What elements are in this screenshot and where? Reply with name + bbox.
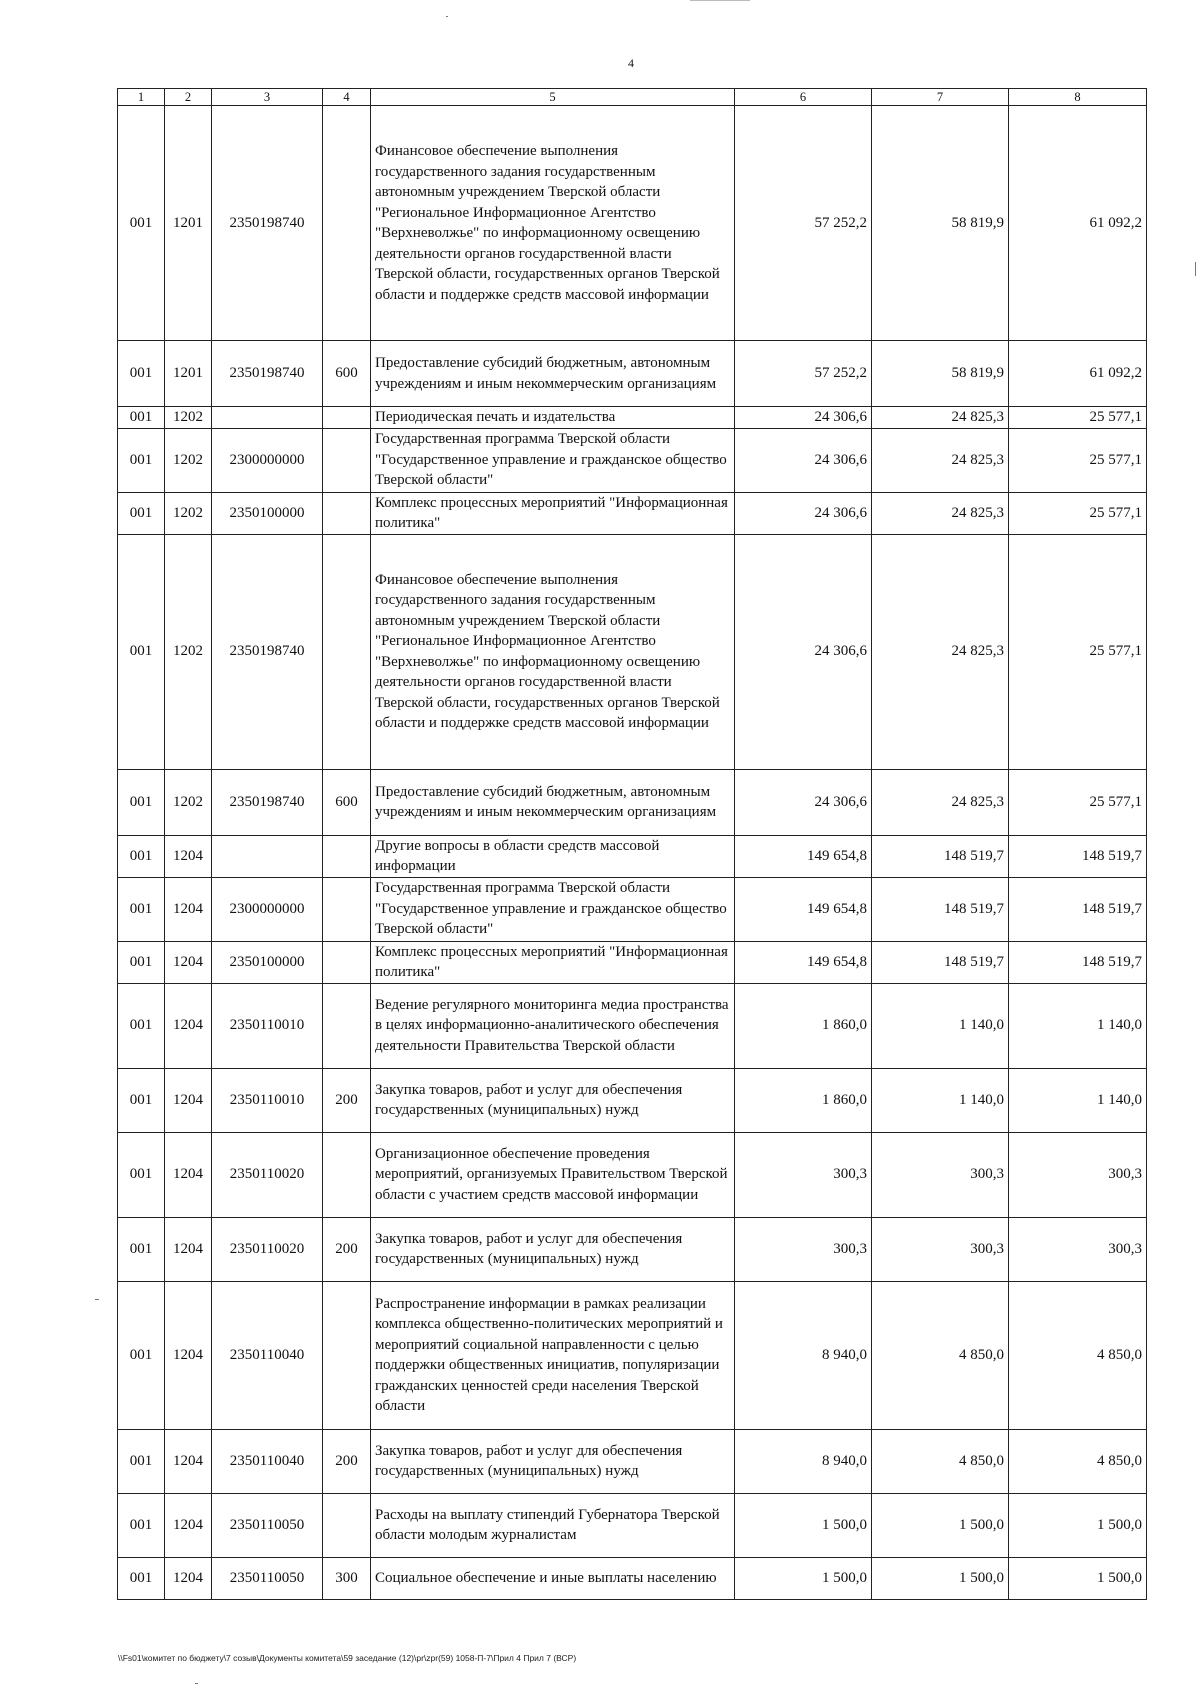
cell-value-6: 57 252,2 [735, 106, 872, 341]
column-header: 2 [165, 89, 212, 106]
cell-value-7: 1 500,0 [872, 1557, 1009, 1599]
cell-value-7: 300,3 [872, 1217, 1009, 1281]
cell-expense-type: 600 [323, 341, 371, 407]
cell-ministry: 001 [118, 534, 165, 769]
cell-name: Финансовое обеспечение выполнения государственного задания государственным автономным учреждением Тверской области "Региональное Информационное Агентство "Верхневолжье" по информационному освещению деятельности органов государственной власти Тверской области, государственных органов Тверской области и поддержке средств массовой информации [371, 534, 735, 769]
table-row [118, 428, 1147, 492]
cell-name: Другие вопросы в области средств массовой информации [371, 835, 735, 877]
cell-ministry: 001 [118, 983, 165, 1068]
cell-section: 1204 [165, 1281, 212, 1429]
cell-value-8: 1 500,0 [1009, 1493, 1147, 1557]
cell-name: Финансовое обеспечение выполнения государственного задания государственным автономным учреждением Тверской области "Региональное Информационное Агентство "Верхневолжье" по информационному освещению деятельности органов государственной власти Тверской области, государственных органов Тверской области и поддержке средств массовой информации [371, 106, 735, 341]
table-row [118, 534, 1147, 769]
cell-ministry: 001 [118, 835, 165, 877]
cell-section: 1202 [165, 428, 212, 492]
cell-section: 1202 [165, 492, 212, 534]
cell-name: Государственная программа Тверской области "Государственное управление и гражданское общество Тверской области" [371, 428, 735, 492]
cell-value-7: 58 819,9 [872, 341, 1009, 407]
table-row [118, 1281, 1147, 1429]
page-number: 4 [628, 56, 634, 70]
cell-target-article: 2350110050 [212, 1557, 323, 1599]
cell-value-8: 25 577,1 [1009, 769, 1147, 835]
cell-expense-type [323, 941, 371, 983]
cell-value-8: 61 092,2 [1009, 341, 1147, 407]
cell-value-8: 300,3 [1009, 1132, 1147, 1217]
cell-ministry: 001 [118, 407, 165, 429]
cell-section: 1204 [165, 1132, 212, 1217]
cell-expense-type [323, 407, 371, 429]
cell-value-8: 300,3 [1009, 1217, 1147, 1281]
cell-section: 1202 [165, 534, 212, 769]
cell-target-article: 2350110010 [212, 1068, 323, 1132]
cell-name: Предоставление субсидий бюджетным, автономным учреждениям и иным некоммерческим организациям [371, 341, 735, 407]
cell-value-6: 1 500,0 [735, 1557, 872, 1599]
cell-value-7: 148 519,7 [872, 941, 1009, 983]
cell-expense-type: 600 [323, 769, 371, 835]
cell-value-6: 8 940,0 [735, 1429, 872, 1493]
scan-speck [95, 1299, 99, 1300]
cell-value-6: 1 860,0 [735, 983, 872, 1068]
cell-value-6: 24 306,6 [735, 769, 872, 835]
cell-ministry: 001 [118, 877, 165, 941]
cell-expense-type: 200 [323, 1217, 371, 1281]
cell-expense-type [323, 1281, 371, 1429]
cell-expense-type: 200 [323, 1429, 371, 1493]
cell-value-7: 1 500,0 [872, 1493, 1009, 1557]
cell-expense-type [323, 492, 371, 534]
table-row [118, 106, 1147, 341]
cell-name: Закупка товаров, работ и услуг для обеспечения государственных (муниципальных) нужд [371, 1217, 735, 1281]
table-row [118, 835, 1147, 877]
table-row [118, 983, 1147, 1068]
cell-value-8: 148 519,7 [1009, 941, 1147, 983]
cell-ministry: 001 [118, 1493, 165, 1557]
scan-speck [195, 1683, 198, 1684]
table-row [118, 941, 1147, 983]
cell-section: 1204 [165, 1429, 212, 1493]
cell-target-article: 2350198740 [212, 769, 323, 835]
cell-value-6: 300,3 [735, 1217, 872, 1281]
cell-section: 1204 [165, 1068, 212, 1132]
column-header: 3 [212, 89, 323, 106]
cell-target-article: 2350110020 [212, 1132, 323, 1217]
cell-target-article: 2350198740 [212, 106, 323, 341]
cell-value-8: 25 577,1 [1009, 407, 1147, 429]
cell-value-7: 300,3 [872, 1132, 1009, 1217]
cell-value-7: 58 819,9 [872, 106, 1009, 341]
cell-expense-type [323, 1493, 371, 1557]
cell-value-8: 61 092,2 [1009, 106, 1147, 341]
cell-target-article: 2350198740 [212, 341, 323, 407]
cell-value-7: 24 825,3 [872, 534, 1009, 769]
cell-section: 1201 [165, 341, 212, 407]
cell-expense-type [323, 983, 371, 1068]
cell-value-6: 149 654,8 [735, 941, 872, 983]
table-row [118, 1493, 1147, 1557]
cell-target-article: 2350110020 [212, 1217, 323, 1281]
cell-target-article: 2350110010 [212, 983, 323, 1068]
cell-value-6: 24 306,6 [735, 428, 872, 492]
cell-value-7: 24 825,3 [872, 407, 1009, 429]
scan-speck [690, 0, 750, 1]
table-row [118, 341, 1147, 407]
budget-table [117, 88, 1147, 1600]
cell-expense-type [323, 1132, 371, 1217]
cell-name: Периодическая печать и издательства [371, 407, 735, 429]
cell-name: Организационное обеспечение проведения мероприятий, организуемых Правительством Тверской области с участием средств массовой информации [371, 1132, 735, 1217]
cell-value-6: 8 940,0 [735, 1281, 872, 1429]
cell-expense-type [323, 428, 371, 492]
cell-target-article: 2350100000 [212, 941, 323, 983]
cell-value-7: 1 140,0 [872, 983, 1009, 1068]
table-row [118, 407, 1147, 429]
cell-value-7: 4 850,0 [872, 1281, 1009, 1429]
cell-value-6: 24 306,6 [735, 534, 872, 769]
table-row [118, 769, 1147, 835]
cell-ministry: 001 [118, 1068, 165, 1132]
cell-name: Комплекс процессных мероприятий "Информационная политика" [371, 941, 735, 983]
cell-name: Распространение информации в рамках реализации комплекса общественно-политических мероприятий и мероприятий социальной направленности с целью поддержки общественных инициатив, популяризации гражданских ценностей среди населения Тверской области [371, 1281, 735, 1429]
cell-ministry: 001 [118, 1217, 165, 1281]
cell-value-8: 1 140,0 [1009, 1068, 1147, 1132]
cell-value-6: 24 306,6 [735, 492, 872, 534]
cell-section: 1204 [165, 877, 212, 941]
cell-name: Социальное обеспечение и иные выплаты населению [371, 1557, 735, 1599]
cell-section: 1204 [165, 1493, 212, 1557]
cell-expense-type [323, 877, 371, 941]
cell-name: Государственная программа Тверской области "Государственное управление и гражданское общество Тверской области" [371, 877, 735, 941]
header-row [118, 89, 1147, 106]
cell-target-article: 2350198740 [212, 534, 323, 769]
cell-section: 1204 [165, 1217, 212, 1281]
cell-value-8: 4 850,0 [1009, 1281, 1147, 1429]
table-row [118, 877, 1147, 941]
cell-ministry: 001 [118, 1132, 165, 1217]
cell-target-article: 2350110050 [212, 1493, 323, 1557]
cell-value-8: 1 500,0 [1009, 1557, 1147, 1599]
column-header: 1 [118, 89, 165, 106]
cell-ministry: 001 [118, 106, 165, 341]
cell-value-7: 148 519,7 [872, 835, 1009, 877]
cell-section: 1204 [165, 941, 212, 983]
cell-expense-type: 300 [323, 1557, 371, 1599]
cell-section: 1201 [165, 106, 212, 341]
cell-name: Закупка товаров, работ и услуг для обеспечения государственных (муниципальных) нужд [371, 1429, 735, 1493]
column-header: 5 [371, 89, 735, 106]
cell-value-6: 1 500,0 [735, 1493, 872, 1557]
cell-value-7: 24 825,3 [872, 769, 1009, 835]
column-header: 6 [735, 89, 872, 106]
cell-ministry: 001 [118, 941, 165, 983]
cell-value-8: 25 577,1 [1009, 492, 1147, 534]
cell-expense-type [323, 106, 371, 341]
cell-value-7: 148 519,7 [872, 877, 1009, 941]
cell-value-8: 25 577,1 [1009, 534, 1147, 769]
cell-ministry: 001 [118, 769, 165, 835]
cell-value-8: 148 519,7 [1009, 877, 1147, 941]
cell-value-6: 149 654,8 [735, 877, 872, 941]
cell-value-8: 25 577,1 [1009, 428, 1147, 492]
cell-name: Ведение регулярного мониторинга медиа пространства в целях информационно-аналитического обеспечения деятельности Правительства Тверской области [371, 983, 735, 1068]
column-header: 8 [1009, 89, 1147, 106]
cell-section: 1204 [165, 835, 212, 877]
cell-name: Закупка товаров, работ и услуг для обеспечения государственных (муниципальных) нужд [371, 1068, 735, 1132]
cell-value-6: 149 654,8 [735, 835, 872, 877]
table-row [118, 1068, 1147, 1132]
cell-target-article: 2350110040 [212, 1429, 323, 1493]
table-row [118, 492, 1147, 534]
column-header: 7 [872, 89, 1009, 106]
cell-target-article: 2300000000 [212, 877, 323, 941]
cell-value-7: 24 825,3 [872, 492, 1009, 534]
cell-target-article: 2300000000 [212, 428, 323, 492]
cell-expense-type: 200 [323, 1068, 371, 1132]
cell-target-article [212, 407, 323, 429]
scan-speck [1195, 262, 1196, 276]
cell-ministry: 001 [118, 1429, 165, 1493]
table-row [118, 1132, 1147, 1217]
table-row [118, 1557, 1147, 1599]
cell-ministry: 001 [118, 428, 165, 492]
cell-section: 1202 [165, 407, 212, 429]
cell-name: Комплекс процессных мероприятий "Информационная политика" [371, 492, 735, 534]
cell-value-6: 300,3 [735, 1132, 872, 1217]
cell-target-article: 2350110040 [212, 1281, 323, 1429]
cell-value-7: 4 850,0 [872, 1429, 1009, 1493]
cell-value-7: 1 140,0 [872, 1068, 1009, 1132]
cell-name: Предоставление субсидий бюджетным, автономным учреждениям и иным некоммерческим организациям [371, 769, 735, 835]
cell-ministry: 001 [118, 492, 165, 534]
cell-target-article: 2350100000 [212, 492, 323, 534]
cell-expense-type [323, 835, 371, 877]
cell-name: Расходы на выплату стипендий Губернатора Тверской области молодым журналистам [371, 1493, 735, 1557]
footer-file-path: \\Fs01\комитет по бюджету\7 созыв\Документы комитета\59 заседание (12)\pr\zpr(59) 1058-П-7\Прил 4 Прил 7 (ВСР) [118, 1653, 577, 1663]
cell-target-article [212, 835, 323, 877]
cell-value-6: 57 252,2 [735, 341, 872, 407]
cell-value-8: 148 519,7 [1009, 835, 1147, 877]
cell-value-6: 1 860,0 [735, 1068, 872, 1132]
column-header: 4 [323, 89, 371, 106]
table-row [118, 1429, 1147, 1493]
scan-speck [446, 16, 448, 17]
cell-expense-type [323, 534, 371, 769]
cell-section: 1202 [165, 769, 212, 835]
cell-value-6: 24 306,6 [735, 407, 872, 429]
cell-ministry: 001 [118, 1557, 165, 1599]
cell-section: 1204 [165, 1557, 212, 1599]
cell-ministry: 001 [118, 1281, 165, 1429]
cell-ministry: 001 [118, 341, 165, 407]
table-row [118, 1217, 1147, 1281]
cell-section: 1204 [165, 983, 212, 1068]
cell-value-7: 24 825,3 [872, 428, 1009, 492]
cell-value-8: 1 140,0 [1009, 983, 1147, 1068]
cell-value-8: 4 850,0 [1009, 1429, 1147, 1493]
